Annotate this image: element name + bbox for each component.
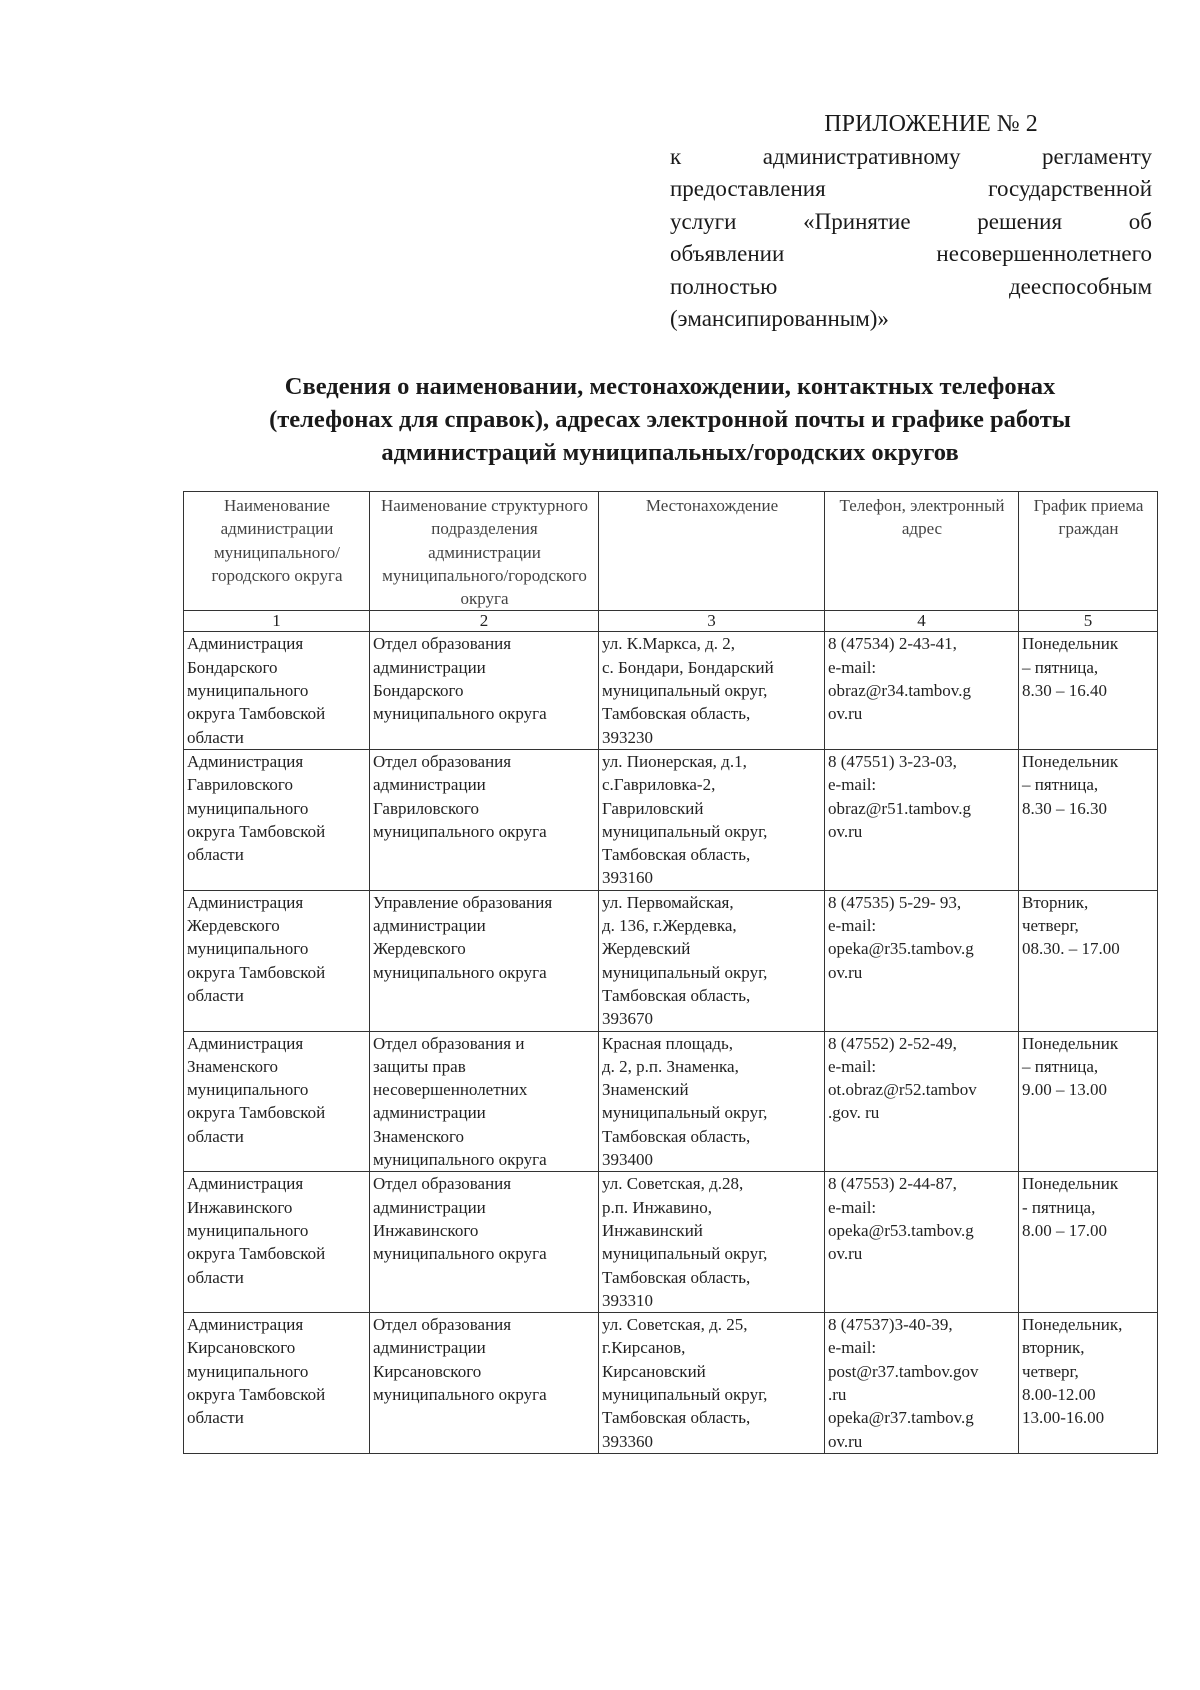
cell-admin [184,1313,370,1454]
title-line: (телефонах для справок), адресах электронной почты и графике работы [269,406,1071,433]
cell-line: администрации [373,1338,486,1358]
cell-line: Тамбовская область, [602,704,751,724]
cell-line: ул. Советская, д. 25, [602,1315,748,1335]
cell-line: e-mail: [828,657,877,677]
cell-line: post@r37.tambov.gov [828,1361,979,1381]
cell-line: вторник, [1022,1338,1085,1358]
header-schedule: График приема граждан [1019,492,1158,611]
table-row [184,749,1158,890]
cell-line: четверг, [1022,1361,1079,1381]
cell-line: 9.00 – 13.00 [1022,1080,1107,1100]
cell-line: области [187,727,244,747]
cell-line: 8 (47537)3-40-39, [828,1315,953,1335]
cell-line: Жердевский [602,939,691,959]
cell-line: 8 (47553) 2-44-87, [828,1174,957,1194]
cell-line: администрации [373,1197,486,1217]
cell-line: администрации [373,1103,486,1123]
title-line: Сведения о наименовании, местонахождении, контактных телефонах [284,373,1056,400]
cell-line: Инжавинский [602,1220,703,1240]
cell-line: Гавриловского [373,798,479,818]
cell-line: opeka@r53.tambov.g [828,1220,974,1240]
cell-line: муниципальный округ, [602,962,768,982]
cell-line: Администрация [187,751,304,771]
cell-admin [184,1031,370,1172]
cell-line: 393400 [602,1150,653,1170]
cell-line: Администрация [187,892,304,912]
cell-line: Отдел образования [373,634,512,654]
cell-line: муниципальный округ, [602,1244,768,1264]
cell-line: Отдел образования и [373,1033,525,1053]
appendix-word: регламенту [1042,143,1152,169]
cell-line: Жердевского [187,916,280,936]
cell-line: Инжавинского [187,1197,293,1217]
appendix-line [670,206,1152,239]
cell-line: ул. Пионерская, д.1, [602,751,747,771]
cell-line: – пятница, [1022,775,1099,795]
cell-line: Кирсановского [373,1361,482,1381]
cell-line: 8.30 – 16.40 [1022,681,1107,701]
cell-line: e-mail: [828,1338,877,1358]
cell-line: несовершеннолетних [373,1080,528,1100]
cell-admin [184,632,370,749]
cell-line: – пятница, [1022,657,1099,677]
cell-contact [825,749,1019,890]
cell-line: округа Тамбовской [187,821,326,841]
cell-admin [184,749,370,890]
cell-line: муниципального округа [373,1244,547,1264]
cell-line: р.п. Инжавино, [602,1197,712,1217]
cell-line: Знаменский [602,1080,689,1100]
cell-line: муниципального [187,681,309,701]
cell-line: ov.ru [828,704,863,724]
cell-line: муниципальный округ, [602,821,768,841]
cell-line: e-mail: [828,775,877,795]
cell-line: Понедельник [1022,751,1119,771]
appendix-line [670,271,1152,304]
header-admin: Наименование администрации муниципального/городского округа [184,492,370,611]
cell-line: Знаменского [373,1126,465,1146]
cell-line: администрации [373,916,486,936]
cell-line: 393310 [602,1290,653,1310]
cell-line: муниципального [187,1361,309,1381]
cell-line: Тамбовская область, [602,1267,751,1287]
cell-line: e-mail: [828,1197,877,1217]
cell-line: Кирсановского [187,1338,296,1358]
cell-line: округа Тамбовской [187,962,326,982]
cell-admin [184,1172,370,1313]
column-number: 2 [370,611,599,632]
cell-line: муниципальный округ, [602,1384,768,1404]
cell-line: ул. Советская, д.28, [602,1174,744,1194]
appendix-word: услуги [670,208,737,234]
table-row [184,1172,1158,1313]
cell-department [370,1313,599,1454]
cell-line: Администрация [187,1315,304,1335]
cell-address [599,1172,825,1313]
cell-line: obraz@r34.tambov.g [828,681,971,701]
appendix-word: (эмансипированным)» [670,306,889,331]
table-row [184,1031,1158,1172]
appendix-block [670,108,1152,336]
cell-line: e-mail: [828,1056,877,1076]
appendix-word: административному [762,143,961,169]
cell-line: 8 (47552) 2-52-49, [828,1033,957,1053]
cell-department [370,1172,599,1313]
cell-address [599,749,825,890]
appendix-word: к [670,143,682,169]
cell-line: Администрация [187,1174,304,1194]
column-number: 5 [1019,611,1158,632]
cell-line: Администрация [187,634,304,654]
table-row [184,890,1158,1031]
cell-line: .gov. ru [828,1103,880,1123]
cell-admin [184,890,370,1031]
table-body [184,632,1158,1453]
cell-line: obraz@r51.tambov.g [828,798,971,818]
cell-line: Администрация [187,1033,304,1053]
cell-line: округа Тамбовской [187,1244,326,1264]
cell-line: Понедельник [1022,1033,1119,1053]
cell-line: 393230 [602,727,653,747]
cell-line: защиты прав [373,1056,466,1076]
cell-line: Понедельник [1022,634,1119,654]
cell-line: четверг, [1022,916,1079,936]
cell-line: Отдел образования [373,1315,512,1335]
appendix-line [670,303,1152,336]
cell-line: муниципального округа [373,962,547,982]
cell-line: 8.00 – 17.00 [1022,1220,1107,1240]
cell-line: .ru [828,1384,847,1404]
cell-line: округа Тамбовской [187,704,326,724]
appendix-word: полностью [670,273,778,299]
appendix-heading: ПРИЛОЖЕНИЕ № 2 [824,111,1038,137]
header-department: Наименование структурного подразделения администрации муниципального/городского округа [370,492,599,611]
cell-line: ov.ru [828,1431,863,1451]
cell-line: Тамбовская область, [602,845,751,865]
appendix-word: объявлении [670,241,785,266]
cell-contact [825,632,1019,749]
cell-line: ov.ru [828,821,863,841]
cell-line: Отдел образования [373,1174,512,1194]
cell-line: e-mail: [828,916,877,936]
cell-line: с.Гавриловка-2, [602,775,716,795]
cell-line: Тамбовская область, [602,1408,751,1428]
cell-line: муниципальный округ, [602,1103,768,1123]
header-address: Местонахождение [599,492,825,611]
cell-line: администрации [373,657,486,677]
cell-contact [825,1172,1019,1313]
cell-line: муниципального округа [373,1150,547,1170]
appendix-word: «Принятие [803,208,911,234]
cell-contact [825,1313,1019,1454]
cell-line: 8 (47551) 3-23-03, [828,751,957,771]
cell-line: – пятница, [1022,1056,1099,1076]
appendix-line [670,173,1152,206]
cell-line: 8.30 – 16.30 [1022,798,1107,818]
cell-line: 13.00-16.00 [1022,1408,1105,1428]
column-numbers-row [184,611,1158,632]
cell-line: ov.ru [828,962,863,982]
cell-line: Понедельник [1022,1174,1119,1194]
cell-line: 393670 [602,1009,653,1029]
appendix-line [670,238,1152,271]
cell-line: ov.ru [828,1244,863,1264]
cell-line: д. 136, г.Жердевка, [602,916,737,936]
cell-line: ул. К.Маркса, д. 2, [602,634,736,654]
column-number: 3 [599,611,825,632]
cell-line: Инжавинского [373,1220,479,1240]
cell-department [370,890,599,1031]
cell-line: Красная площадь, [602,1033,734,1053]
cell-line: Бондарского [373,681,464,701]
cell-schedule [1019,1172,1158,1313]
cell-line: муниципального [187,1220,309,1240]
cell-line: Тамбовская область, [602,1126,751,1146]
cell-department [370,1031,599,1172]
cell-line: округа Тамбовской [187,1103,326,1123]
cell-line: области [187,1408,244,1428]
cell-line: Тамбовская область, [602,985,751,1005]
cell-line: Кирсановский [602,1361,706,1381]
cell-schedule [1019,890,1158,1031]
cell-line: области [187,845,244,865]
cell-line: 8 (47535) 5-29- 93, [828,892,962,912]
cell-line: области [187,1267,244,1287]
column-number: 4 [825,611,1019,632]
cell-line: opeka@r37.tambov.g [828,1408,974,1428]
cell-line: муниципального [187,939,309,959]
cell-line: муниципального округа [373,704,547,724]
cell-schedule [1019,632,1158,749]
document-title [170,370,1170,469]
cell-address [599,1313,825,1454]
cell-line: 08.30. – 17.00 [1022,939,1120,959]
table-row [184,632,1158,749]
cell-line: ул. Первомайская, [602,892,734,912]
cell-line: муниципального округа [373,1384,547,1404]
column-number: 1 [184,611,370,632]
cell-line: Понедельник, [1022,1315,1123,1335]
cell-address [599,1031,825,1172]
cell-line: муниципального [187,798,309,818]
cell-schedule [1019,749,1158,890]
cell-contact [825,890,1019,1031]
cell-line: Жердевского [373,939,466,959]
cell-line: с. Бондари, Бондарский [602,657,774,677]
cell-line: администрации [373,775,486,795]
cell-line: ot.obraz@r52.tambov [828,1080,977,1100]
cell-line: муниципальный округ, [602,681,768,701]
cell-address [599,632,825,749]
title-line: администраций муниципальных/городских округов [381,439,959,466]
cell-line: 393160 [602,868,653,888]
cell-line: Бондарского [187,657,278,677]
cell-line: Знаменского [187,1056,279,1076]
cell-line: 8.00-12.00 [1022,1384,1096,1404]
cell-line: муниципального [187,1080,309,1100]
appendix-word: дееспособным [1008,273,1152,299]
cell-schedule [1019,1313,1158,1454]
cell-department [370,749,599,890]
table-row [184,1313,1158,1454]
table-header-row [184,492,1158,611]
cell-line: Гавриловского [187,775,293,795]
cell-line: Отдел образования [373,751,512,771]
cell-line: opeka@r35.tambov.g [828,939,974,959]
appendix-word: предоставления [670,176,826,201]
cell-line: 393360 [602,1431,653,1451]
cell-schedule [1019,1031,1158,1172]
cell-address [599,890,825,1031]
cell-line: области [187,1126,244,1146]
appendix-word: решения [977,208,1063,234]
cell-contact [825,1031,1019,1172]
cell-line: Управление образования [373,892,553,912]
administrations-table [183,491,1158,1454]
cell-line: 8 (47534) 2-43-41, [828,634,957,654]
cell-line: Гавриловский [602,798,704,818]
cell-line: д. 2, р.п. Знаменка, [602,1056,739,1076]
cell-department [370,632,599,749]
cell-line: муниципального округа [373,821,547,841]
appendix-word: об [1128,208,1152,234]
cell-line: - пятница, [1022,1197,1096,1217]
cell-line: Вторник, [1022,892,1089,912]
header-contact: Телефон, электронный адрес [825,492,1019,611]
appendix-word: государственной [988,176,1152,201]
cell-line: округа Тамбовской [187,1384,326,1404]
appendix-word: несовершеннолетнего [936,241,1152,266]
appendix-line [670,141,1152,174]
cell-line: области [187,985,244,1005]
cell-line: г.Кирсанов, [602,1338,686,1358]
